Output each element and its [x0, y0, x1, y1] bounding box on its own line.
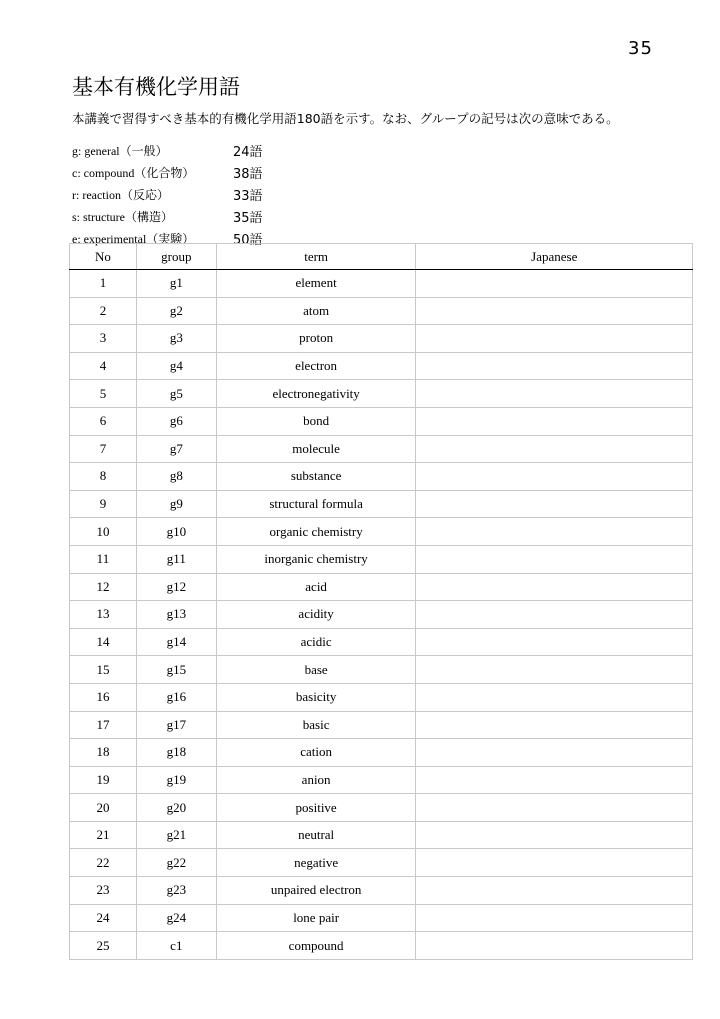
header-term: term — [216, 244, 416, 270]
cell-term: bond — [216, 407, 416, 435]
cell-term: basic — [216, 711, 416, 739]
table-row — [70, 932, 693, 960]
cell-japanese — [416, 877, 693, 905]
legend-row-compound — [72, 161, 263, 183]
table-row — [70, 545, 693, 573]
cell-japanese — [416, 518, 693, 546]
cell-group: g1 — [136, 270, 216, 298]
cell-japanese — [416, 766, 693, 794]
cell-japanese — [416, 270, 693, 298]
cell-term: inorganic chemistry — [216, 545, 416, 573]
table-row — [70, 683, 693, 711]
cell-japanese — [416, 297, 693, 325]
cell-no: 12 — [70, 573, 137, 601]
cell-term: substance — [216, 463, 416, 491]
table-row — [70, 490, 693, 518]
cell-no: 22 — [70, 849, 137, 877]
table-row — [70, 407, 693, 435]
header-japanese: Japanese — [416, 244, 693, 270]
cell-group: g15 — [136, 656, 216, 684]
table-row — [70, 849, 693, 877]
cell-japanese — [416, 628, 693, 656]
cell-group: g23 — [136, 877, 216, 905]
table-row — [70, 297, 693, 325]
cell-term: cation — [216, 739, 416, 767]
legend-count: 33語 — [233, 188, 263, 204]
legend-count: 24語 — [233, 144, 263, 160]
cell-japanese — [416, 711, 693, 739]
cell-no: 3 — [70, 325, 137, 353]
cell-no: 18 — [70, 739, 137, 767]
page-title: 基本有機化学用語 — [72, 75, 240, 99]
legend-label: c: compound — [72, 165, 135, 180]
cell-group: g20 — [136, 794, 216, 822]
legend-row-structure — [72, 205, 263, 227]
cell-japanese — [416, 463, 693, 491]
legend-count: 35語 — [233, 210, 263, 226]
table-row — [70, 628, 693, 656]
cell-japanese — [416, 407, 693, 435]
cell-japanese — [416, 821, 693, 849]
cell-no: 25 — [70, 932, 137, 960]
cell-term: basicity — [216, 683, 416, 711]
cell-group: g24 — [136, 904, 216, 932]
cell-no: 9 — [70, 490, 137, 518]
cell-no: 23 — [70, 877, 137, 905]
cell-group: g8 — [136, 463, 216, 491]
table-row — [70, 435, 693, 463]
legend-label: s: structure — [72, 209, 125, 224]
cell-no: 17 — [70, 711, 137, 739]
table-header-row — [70, 244, 693, 270]
cell-term: acidic — [216, 628, 416, 656]
header-no: No — [70, 244, 137, 270]
cell-no: 5 — [70, 380, 137, 408]
table-row — [70, 656, 693, 684]
cell-term: molecule — [216, 435, 416, 463]
cell-japanese — [416, 573, 693, 601]
legend-row-general — [72, 139, 263, 161]
cell-no: 13 — [70, 601, 137, 629]
cell-no: 8 — [70, 463, 137, 491]
group-legend — [72, 139, 263, 249]
table-row — [70, 821, 693, 849]
cell-term: base — [216, 656, 416, 684]
legend-label: e: experimental — [72, 231, 147, 246]
cell-term: acidity — [216, 601, 416, 629]
cell-japanese — [416, 932, 693, 960]
cell-japanese — [416, 739, 693, 767]
cell-term: anion — [216, 766, 416, 794]
cell-term: electronegativity — [216, 380, 416, 408]
cell-group: g6 — [136, 407, 216, 435]
cell-group: g9 — [136, 490, 216, 518]
table-row — [70, 518, 693, 546]
cell-no: 24 — [70, 904, 137, 932]
cell-no: 2 — [70, 297, 137, 325]
cell-group: g17 — [136, 711, 216, 739]
cell-japanese — [416, 435, 693, 463]
cell-japanese — [416, 352, 693, 380]
cell-group: g13 — [136, 601, 216, 629]
legend-count: 38語 — [233, 166, 263, 182]
cell-term: element — [216, 270, 416, 298]
table-row — [70, 573, 693, 601]
cell-term: neutral — [216, 821, 416, 849]
cell-group: g4 — [136, 352, 216, 380]
cell-group: g18 — [136, 739, 216, 767]
cell-group: g7 — [136, 435, 216, 463]
terms-table — [69, 243, 693, 960]
cell-japanese — [416, 794, 693, 822]
cell-japanese — [416, 849, 693, 877]
legend-count: 50語 — [233, 232, 263, 248]
cell-term: negative — [216, 849, 416, 877]
cell-japanese — [416, 325, 693, 353]
table-row — [70, 463, 693, 491]
cell-group: g2 — [136, 297, 216, 325]
cell-group: g12 — [136, 573, 216, 601]
cell-no: 16 — [70, 683, 137, 711]
table-row — [70, 601, 693, 629]
cell-no: 4 — [70, 352, 137, 380]
table-row — [70, 270, 693, 298]
cell-term: electron — [216, 352, 416, 380]
table-row — [70, 877, 693, 905]
cell-no: 6 — [70, 407, 137, 435]
table-row — [70, 739, 693, 767]
cell-term: lone pair — [216, 904, 416, 932]
header-group: group — [136, 244, 216, 270]
cell-term: unpaired electron — [216, 877, 416, 905]
legend-label-jp: （実験） — [146, 231, 195, 246]
cell-no: 15 — [70, 656, 137, 684]
cell-group: c1 — [136, 932, 216, 960]
cell-no: 10 — [70, 518, 137, 546]
cell-no: 11 — [70, 545, 137, 573]
cell-group: g19 — [136, 766, 216, 794]
cell-no: 19 — [70, 766, 137, 794]
cell-group: g5 — [136, 380, 216, 408]
legend-label-jp: （構造） — [125, 209, 174, 224]
cell-term: atom — [216, 297, 416, 325]
cell-japanese — [416, 490, 693, 518]
cell-group: g11 — [136, 545, 216, 573]
cell-group: g3 — [136, 325, 216, 353]
legend-label: g: general — [72, 143, 120, 158]
cell-no: 7 — [70, 435, 137, 463]
cell-japanese — [416, 545, 693, 573]
table-row — [70, 711, 693, 739]
cell-group: g14 — [136, 628, 216, 656]
legend-label-jp: （化合物） — [134, 165, 195, 180]
cell-term: organic chemistry — [216, 518, 416, 546]
cell-no: 14 — [70, 628, 137, 656]
page-number: 35 — [628, 38, 653, 59]
cell-term: positive — [216, 794, 416, 822]
cell-no: 21 — [70, 821, 137, 849]
cell-term: acid — [216, 573, 416, 601]
cell-group: g22 — [136, 849, 216, 877]
intro-text: 本講義で習得すべき基本的有機化学用語180語を示す。なお、グループの記号は次の意味である。 — [72, 111, 619, 126]
cell-no: 20 — [70, 794, 137, 822]
cell-group: g10 — [136, 518, 216, 546]
cell-term: proton — [216, 325, 416, 353]
cell-no: 1 — [70, 270, 137, 298]
table-row — [70, 766, 693, 794]
legend-row-reaction — [72, 183, 263, 205]
table-row — [70, 325, 693, 353]
table-row — [70, 352, 693, 380]
table-row — [70, 380, 693, 408]
cell-japanese — [416, 601, 693, 629]
table-row — [70, 904, 693, 932]
legend-label: r: reaction — [72, 187, 121, 202]
cell-japanese — [416, 380, 693, 408]
cell-japanese — [416, 904, 693, 932]
cell-japanese — [416, 683, 693, 711]
cell-term: compound — [216, 932, 416, 960]
cell-term: structural formula — [216, 490, 416, 518]
legend-label-jp: （一般） — [119, 143, 168, 158]
legend-label-jp: （反応） — [120, 187, 169, 202]
cell-group: g21 — [136, 821, 216, 849]
cell-japanese — [416, 656, 693, 684]
table-row — [70, 794, 693, 822]
cell-group: g16 — [136, 683, 216, 711]
